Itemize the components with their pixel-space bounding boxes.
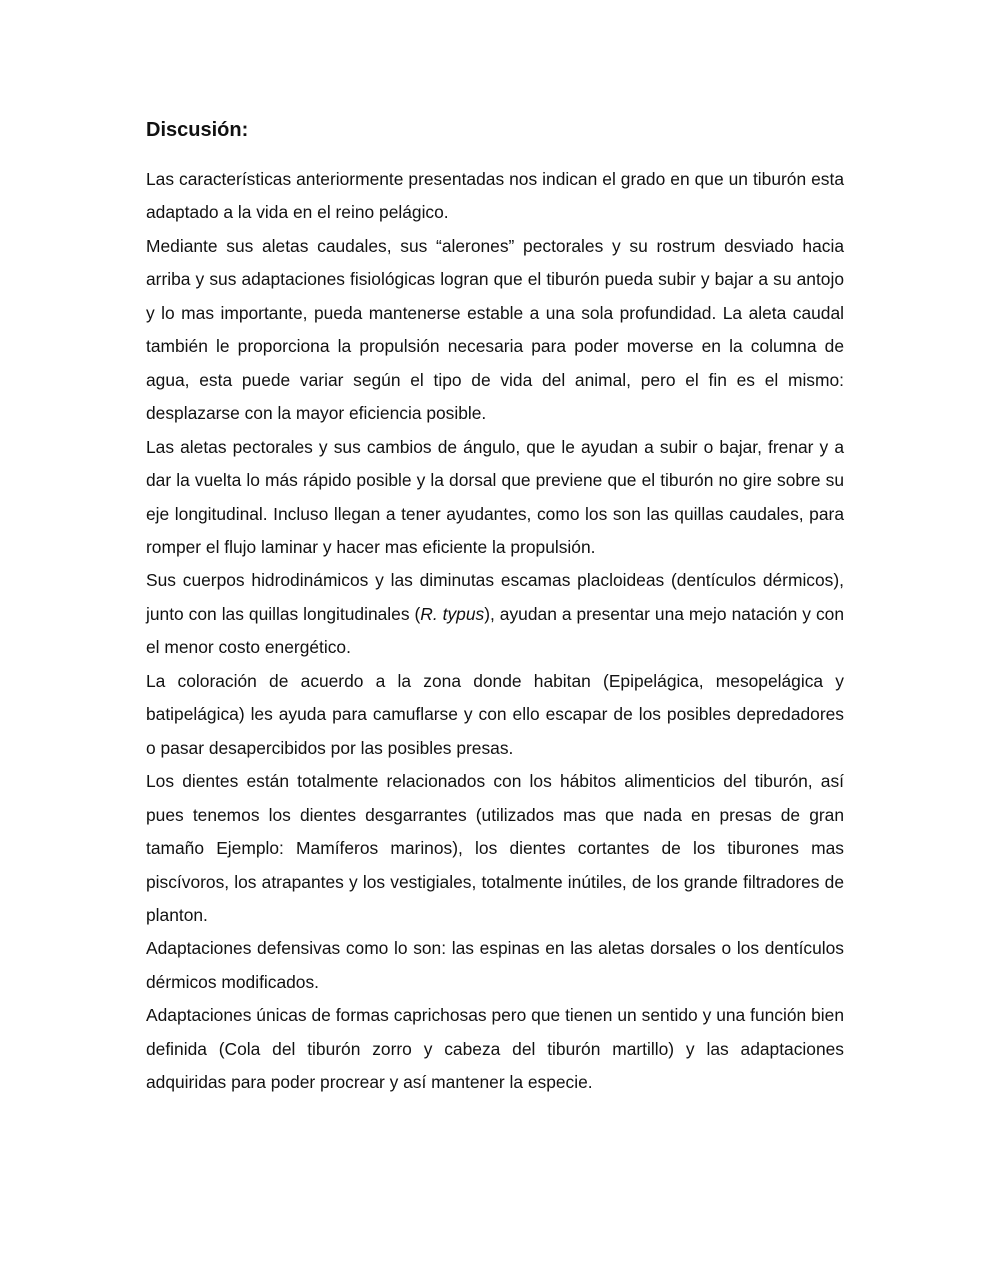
paragraph-hydrodynamics-text-b: ), ayudan a presentar una mejo natación y con el menor costo energético. bbox=[146, 603, 844, 658]
paragraph-intro: Las características anteriormente presentadas nos indican el grado en que un tiburón esta adaptado a la vida en el reino pelágico. bbox=[146, 169, 844, 223]
section-heading: Discusión: bbox=[146, 119, 249, 141]
paragraph-unique-adaptations: Adaptaciones únicas de formas caprichosas pero que tienen un sentido y una función bien definida (Cola del tiburón zorro y cabeza del tiburón martillo) y las adaptaciones adquiridas para poder procrear y así mantener la especie. bbox=[146, 1005, 844, 1093]
paragraph-defense: Adaptaciones defensivas como lo son: las espinas en las aletas dorsales o los dentículos dérmicos modificados. bbox=[146, 938, 844, 992]
paragraph-fins-caudal: Mediante sus aletas caudales, sus “alerones” pectorales y su rostrum desviado hacia arriba y sus adaptaciones fisiológicas logran que el tiburón pueda subir y bajar a su antojo y lo mas importante, pueda mantenerse estable a una sola profundidad. La aleta caudal también le proporciona la propulsión necesaria para poder moverse en la columna de agua, esta puede variar según el tipo de vida del animal, pero el fin es el mismo: desplazarse con la mayor eficiencia posible. bbox=[146, 235, 844, 424]
paragraph-coloration: La coloración de acuerdo a la zona donde habitan (Epipelágica, mesopelágica y batipelágica) les ayuda para camuflarse y con ello escapar de los posibles depredadores o pasar desapercibidos por las posibles presas. bbox=[146, 670, 844, 758]
paragraph-fins-pectoral: Las aletas pectorales y sus cambios de ángulo, que le ayudan a subir o bajar, frenar y a dar la vuelta lo más rápido posible y la dorsal que previene que el tiburón no gire sobre su eje longitudinal. Incluso llegan a tener ayudantes, como los son las quillas caudales, para romper el flujo laminar y hacer mas eficiente la propulsión. bbox=[146, 436, 844, 557]
paragraph-hydrodynamics bbox=[146, 564, 844, 664]
paragraph-hydrodynamics-text-a: Sus cuerpos hidrodinámicos y las diminutas escamas placloideas (dentículos dérmicos), junto con las quillas longitudinales ( bbox=[146, 570, 844, 624]
species-name: R. typus bbox=[420, 603, 485, 624]
paragraph-teeth: Los dientes están totalmente relacionados con los hábitos alimenticios del tiburón, así pues tenemos los dientes desgarrantes (utilizados mas que nada en presas de gran tamaño Ejemplo: Mamíferos marinos), los dientes cortantes de los tiburones mas piscívoros, los atrapantes y los vestigiales, totalmente inútiles, de los grande filtradores de planton. bbox=[146, 771, 844, 925]
discussion-body bbox=[146, 163, 844, 1100]
